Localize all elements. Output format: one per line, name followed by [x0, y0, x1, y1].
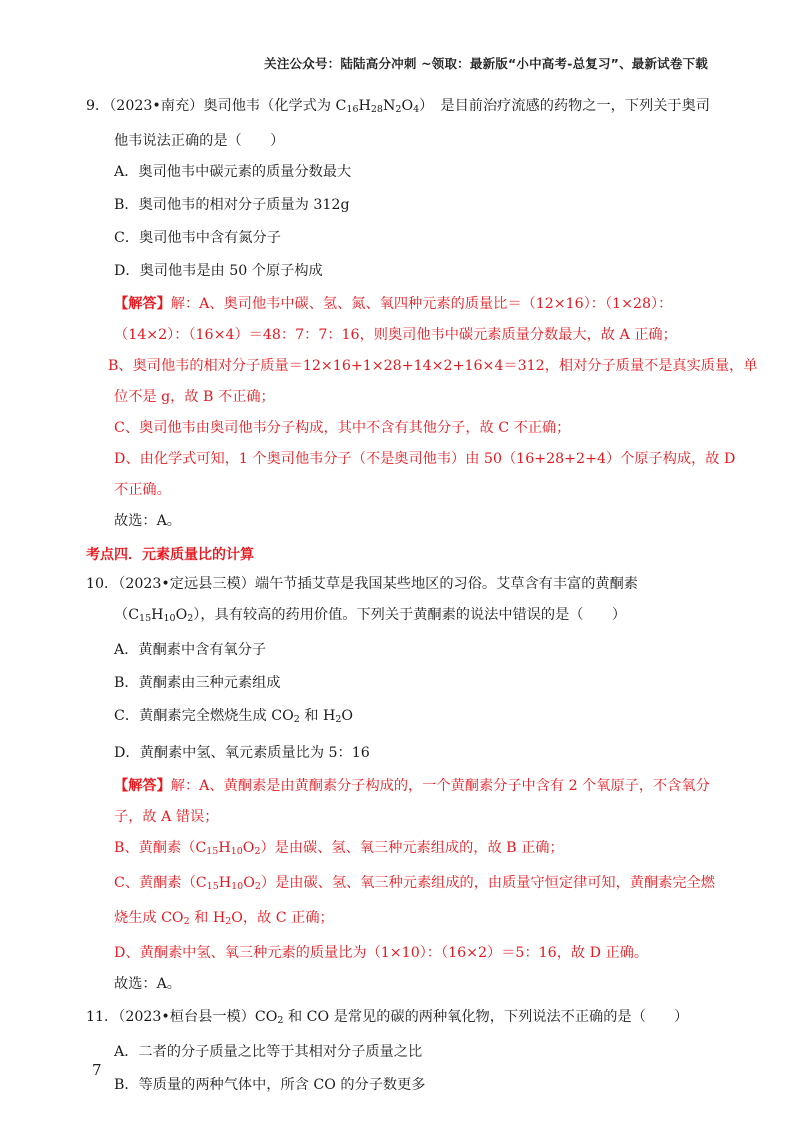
question-10-stem-line-1: 10．（2023•定远县三模）端午节插艾草是我国某些地区的习俗。艾草含有丰富的黄酮素	[86, 576, 638, 592]
page-content	[86, 96, 758, 1108]
question-10-stem-line-2: $(C_{15}H_{10}O_2)$，具有较高的药用价值。下列关于黄酮素的说法中错误的是（ ）	[114, 607, 627, 624]
question-10-option-b: B．黄酮素由三种元素组成	[114, 675, 281, 691]
question-10-option-d: D．黄酮素中氢、氧元素质量比为 5：16	[114, 745, 370, 761]
question-9-option-d: D．奥司他韦是由 50 个原子构成	[114, 263, 323, 279]
question-10-answer-line-5: 烧生成 $CO_2$ 和 $H_2O$，故 C 正确；	[114, 910, 334, 927]
question-10-answer-line-6: D、黄酮素中氢、氧三种元素的质量比为（1×10）：（16×2）＝5：16，故 D 正确。	[114, 945, 649, 961]
question-11-option-b: B．等质量的两种气体中，所含 CO 的分子数更多	[114, 1077, 426, 1093]
question-9-stem-line-2: 他韦说法正确的是（ ）	[114, 133, 285, 149]
question-9-answer-line-4: 位不是 g，故 B 不正确；	[114, 389, 275, 405]
page-number: 7	[92, 1061, 102, 1079]
question-11-stem: 11．（2023•桓台县一模）$CO_2$ 和 CO 是常见的碳的两种氧化物，下列说法不正确的是（ ）	[86, 1009, 689, 1026]
question-9-option-b: B．奥司他韦的相对分子质量为 312g	[114, 197, 350, 213]
question-10-answer-line-2: 子，故 A 错误；	[114, 809, 219, 825]
section-heading: 考点四．元素质量比的计算	[86, 547, 254, 563]
question-9-option-a: A．奥司他韦中碳元素的质量分数最大	[114, 164, 352, 180]
question-11-option-a: A．二者的分子质量之比等于其相对分子质量之比	[114, 1044, 423, 1060]
question-9-answer-line-6: D、由化学式可知，1 个奥司他韦分子（不是奥司他韦）由 50（16+28+2+4）个原子构成，故 D	[114, 451, 736, 467]
question-9-stem-line-1: 9．（2023•南充）奥司他韦（化学式为 $C_{16}H_{28}N_2O_4$） 是目前治疗流感的药物之一，下列关于奥司	[86, 98, 710, 115]
question-10-choice: 故选：A。	[114, 976, 181, 992]
question-9-answer-line-2: （14×2）：（16×4）＝48：7：7：16，则奥司他韦中碳元素质量分数最大，故 A 正确；	[114, 327, 677, 343]
question-9-answer-line-1: 【解答】解：A、奥司他韦中碳、氢、氮、氧四种元素的质量比＝（12×16）：（1×28）：	[114, 296, 673, 312]
question-9-choice: 故选：A。	[114, 513, 181, 529]
question-9-answer-line-7: 不正确。	[114, 482, 171, 498]
question-9-option-c: C．奥司他韦中含有氮分子	[114, 230, 281, 246]
question-9-answer-line-5: C、奥司他韦由奥司他韦分子构成，其中不含有其他分子，故 C 不正确；	[114, 420, 571, 436]
question-10-answer-line-4: C、黄酮素$(C_{15}H_{10}O_2)$是由碳、氢、氧三种元素组成的，由质量守恒定律可知，黄酮素完全燃	[114, 875, 715, 892]
question-10-answer-line-3: B、黄酮素$(C_{15}H_{10}O_2)$是由碳、氢、氧三种元素组成的，故 B 正确；	[114, 840, 564, 857]
question-9-answer-line-3: B、奥司他韦的相对分子质量＝12×16+1×28+14×2+16×4＝312，相对分子质量不是真实质量，单	[108, 358, 758, 374]
page-header: 关注公众号：陆陆高分冲刺 ~领取：最新版“小中高考-总复习”、最新试卷下载	[264, 56, 708, 71]
question-10-option-a: A．黄酮素中含有氧分子	[114, 642, 267, 658]
question-10-option-c: C．黄酮素完全燃烧生成 $CO_2$ 和 $H_2O$	[114, 708, 354, 725]
question-10-answer-line-1: 【解答】解：A、黄酮素是由黄酮素分子构成的，一个黄酮素分子中含有 2 个氧原子，不含氧分	[114, 778, 710, 794]
